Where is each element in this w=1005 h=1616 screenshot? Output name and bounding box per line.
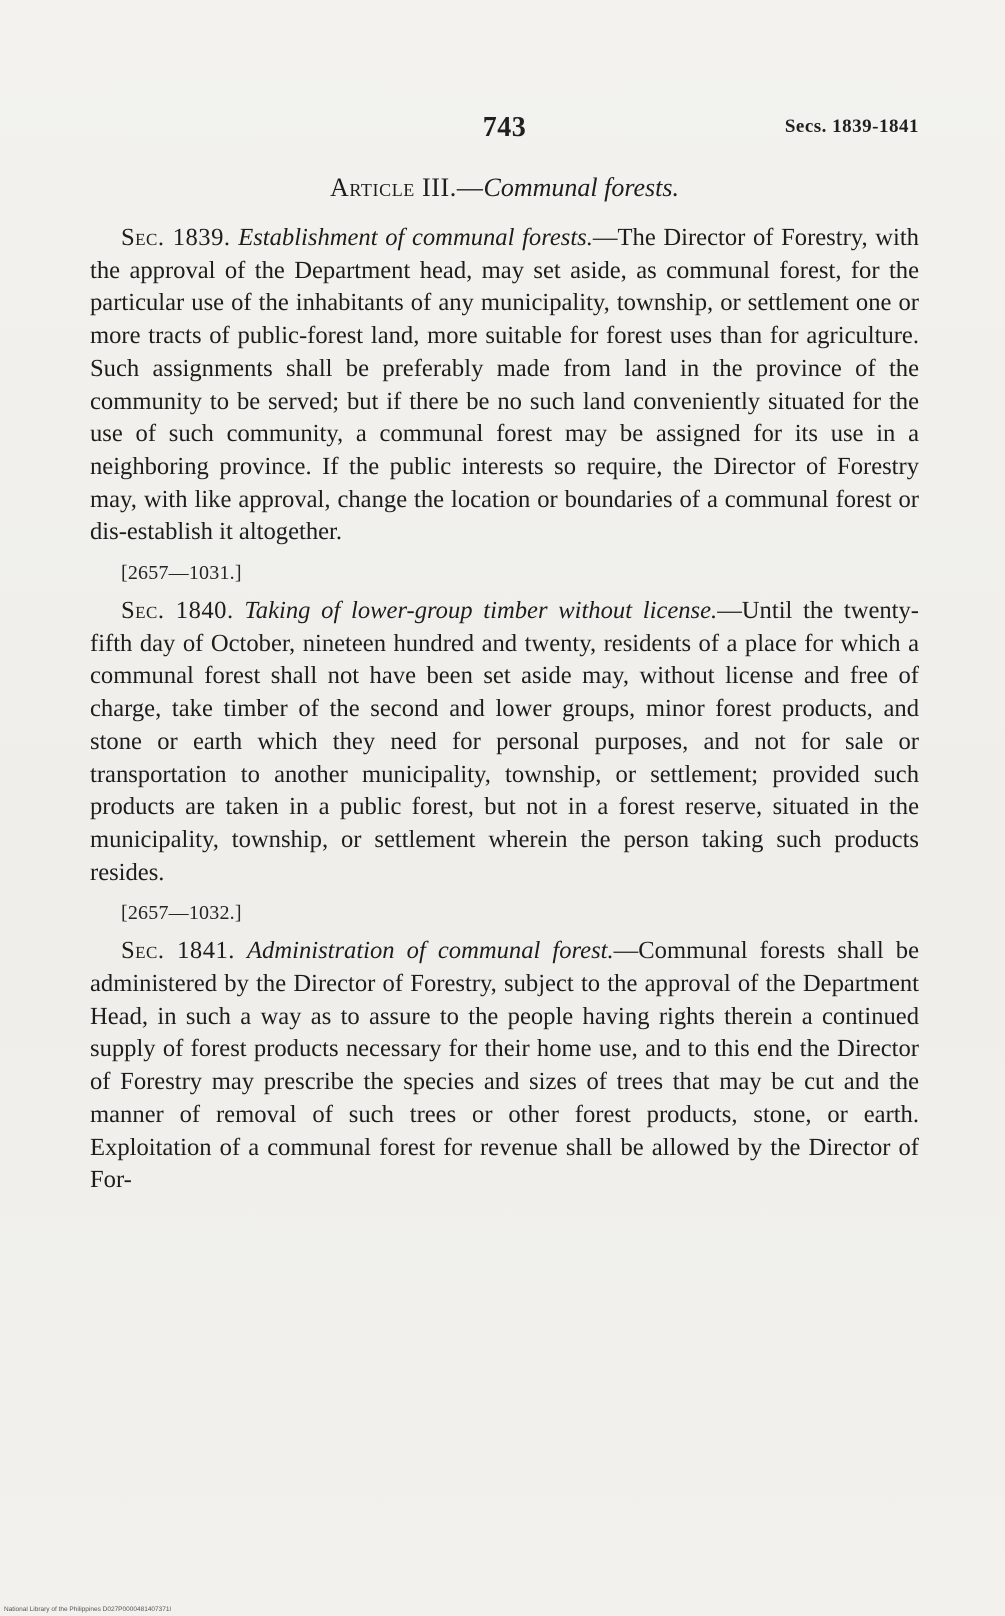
section-label: Sec. 1841.	[121, 937, 235, 965]
document-body	[90, 222, 919, 1197]
article-number: Article III.—	[330, 173, 484, 202]
section-body: —Communal forests shall be administered by the Director of Forestry, subject to the approval of the Department Head, in such a way as to assure to the people having rights therein a continued supply of forest products necessary for their home use, and to this end the Director of Forestry may prescribe the species and sizes of trees that may be cut and the manner of removal of such trees or other forest products, stone, or earth. Exploitation of a communal forest for revenue shall be allowed by the Director of For-	[90, 937, 919, 1194]
article-name: Communal forests.	[483, 173, 679, 202]
section-1840	[90, 595, 919, 889]
section-heading: Establishment of communal forests.	[238, 224, 593, 251]
section-body: —The Director of Forestry, with the approval of the Department head, may set aside, as communal forest, for the particular use of the inhabitants of any municipality, township, or settlement one or more tracts of public-forest land, more suitable for forest uses than for agriculture. Such assignments shall be preferably made from land in the province of the community to be served; but if there be no such land conveniently situated for the use of such community, a communal forest may be assigned for its use in a neighboring province. If the public interests so require, the Director of Forestry may, with like approval, change the location or boundaries of a communal forest or dis-establish it altogether.	[90, 224, 919, 546]
section-heading: Taking of lower-group timber without license.	[244, 597, 718, 625]
section-label: Sec. 1839.	[121, 224, 231, 251]
article-title	[90, 174, 919, 203]
section-label: Sec. 1840.	[121, 597, 234, 625]
section-heading: Administration of communal forest.	[247, 937, 614, 965]
source-note: National Library of the Philippines D027P0000481407371l	[4, 1606, 171, 1613]
section-body: —Until the twenty-fifth day of October, nineteen hundred and twenty, residents of a place for which a communal forest shall not have been set aside may, without license and free of charge, take timber of the second and lower groups, minor forest products, and stone or earth which they need for personal purposes, and not for sale or transportation to another municipality, township, or settlement; provided such products are taken in a public forest, but not in a forest reserve, situated in the municipality, township, or settlement wherein the person taking such products resides.	[90, 597, 919, 886]
section-range: Secs. 1839-1841	[784, 116, 919, 137]
section-1841	[90, 935, 919, 1197]
page-number: 743	[482, 112, 527, 143]
section-citation: [2657—1031.]	[121, 562, 242, 585]
section-citation: [2657—1032.]	[121, 902, 242, 925]
page-header	[90, 112, 919, 152]
section-1839	[90, 222, 919, 549]
